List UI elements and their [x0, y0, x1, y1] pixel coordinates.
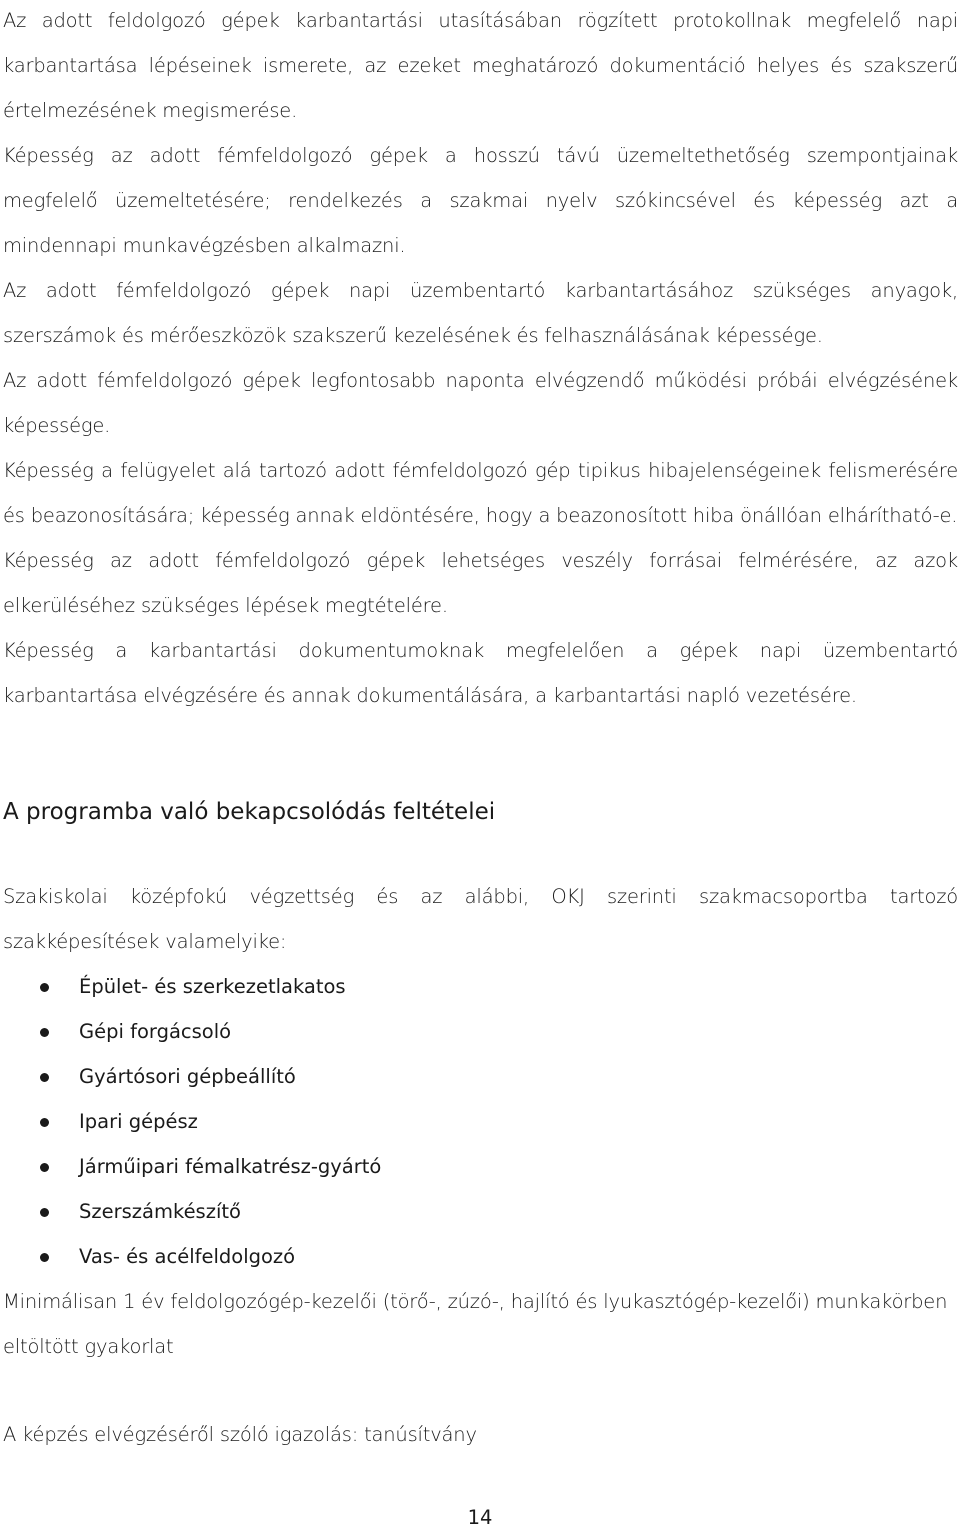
list-item — [3, 964, 958, 1009]
competency-paragraph: Az adott feldolgozó gépek karbantartási utasításában rögzített protokollnak megfelelő napi karbantartása lépéseinek ismerete, az ezeket meghatározó dokumentáció helyes és szakszerű értelmezésének megismerése. — [3, 9, 958, 122]
list-item — [3, 1099, 958, 1144]
qualification-label: Ipari gépész — [79, 1110, 198, 1133]
list-item — [3, 1054, 958, 1099]
bullet-icon — [40, 1118, 49, 1127]
competency-paragraph: Képesség az adott fémfeldolgozó gépek a hosszú távú üzemeltethetőség szempontjainak megfelelő üzemeltetésére; rendelkezés a szakmai nyelv szókincsével és képesség azt a mindennapi munkavégzésben alkalmazni. — [3, 144, 958, 257]
page-number: 14 — [467, 1506, 493, 1529]
bullet-icon — [40, 1253, 49, 1262]
certificate-line: A képzés elvégzéséről szóló igazolás: tanúsítvány — [3, 1423, 477, 1446]
qualification-label: Gyártósori gépbeállító — [79, 1065, 296, 1088]
competency-paragraph: Az adott fémfeldolgozó gépek legfontosabb naponta elvégzendő működési próbái elvégzésének képessége. — [3, 369, 958, 437]
list-item — [3, 1189, 958, 1234]
competency-paragraph: Képesség a felügyelet alá tartozó adott fémfeldolgozó gép tipikus hibajelenségeinek felismerésére és beazonosítására; képesség annak eldöntésére, hogy a beazonosított hiba önállóan elhárítható-e. — [3, 459, 958, 527]
list-item — [3, 1009, 958, 1054]
competency-paragraphs — [3, 0, 958, 718]
qualification-label: Gépi forgácsoló — [79, 1020, 232, 1043]
qualification-label: Szerszámkészítő — [79, 1200, 241, 1223]
qualification-label: Járműipari fémalkatrész-gyártó — [79, 1155, 382, 1178]
section-heading: A programba való bekapcsolódás feltételei — [3, 799, 496, 825]
bullet-icon — [40, 1073, 49, 1082]
bullet-icon — [40, 1028, 49, 1037]
competency-paragraph: Képesség az adott fémfeldolgozó gépek lehetséges veszély forrásai felmérésére, az azok elkerüléséhez szükséges lépések megtételére. — [3, 549, 958, 617]
bullet-icon — [40, 1208, 49, 1217]
requirement-intro: Szakiskolai középfokú végzettség és az alábbi, OKJ szerinti szakmacsoportba tartozó szakképesítések valamelyike: — [3, 885, 958, 953]
requirements-block — [3, 874, 958, 1369]
competency-paragraph: Képesség a karbantartási dokumentumoknak megfelelően a gépek napi üzembentartó karbantartása elvégzésére és annak dokumentálására, a karbantartási napló vezetésére. — [3, 639, 958, 707]
qualification-list — [3, 964, 958, 1279]
qualification-label: Vas- és acélfeldolgozó — [79, 1245, 296, 1268]
bullet-icon — [40, 983, 49, 992]
list-item — [3, 1234, 958, 1279]
experience-requirement: Minimálisan 1 év feldolgozógép-kezelői (törő-, zúzó-, hajlító és lyukasztógép-kezelői) munkakörben eltöltött gyakorlat — [3, 1290, 948, 1358]
qualification-label: Épület- és szerkezetlakatos — [79, 975, 346, 998]
bullet-icon — [40, 1163, 49, 1172]
list-item — [3, 1144, 958, 1189]
competency-paragraph: Az adott fémfeldolgozó gépek napi üzembentartó karbantartásához szükséges anyagok, szerszámok és mérőeszközök szakszerű kezelésének és felhasználásának képessége. — [3, 279, 958, 347]
